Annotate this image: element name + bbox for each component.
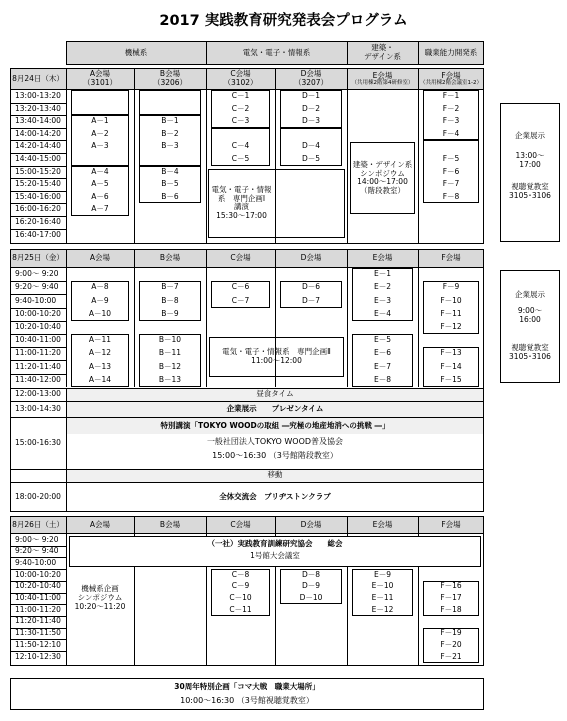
time-row-line <box>10 604 66 605</box>
day2-c-slot: C－6 <box>231 282 250 292</box>
day1-time: 16:40-17:00 <box>15 229 61 239</box>
day2-date: 8月25日（金） <box>12 253 64 263</box>
day2-e-slot: E－4 <box>373 308 391 318</box>
day3-e-slot: E－10 <box>371 581 394 591</box>
day1-time: 14:40-15:00 <box>15 153 61 163</box>
day3-date: 8月26日（土） <box>12 519 64 529</box>
category-3: 建築・ デザイン系 <box>364 43 401 61</box>
day2-b-group <box>139 334 201 387</box>
day1-f-slot: F－8 <box>442 191 460 201</box>
day1-room-f <box>418 68 484 90</box>
time-row-line <box>10 321 66 322</box>
day2-e-slot: E－7 <box>373 361 391 371</box>
day1-expo-box <box>500 103 560 242</box>
day2-e-slot: E－2 <box>373 282 391 292</box>
day1-time: 15:40-16:00 <box>15 191 61 201</box>
room-code: （共用棟2階第4研修室） <box>351 80 414 87</box>
time-row-line <box>10 229 66 230</box>
day3-time: 11:00-11:20 <box>15 604 61 614</box>
day1-room-e <box>347 68 418 90</box>
day2-e-slot: E－8 <box>373 374 391 384</box>
day1-b-group <box>139 166 201 204</box>
day2-f-group <box>423 281 479 334</box>
day2-time: 10:20-10:40 <box>15 322 61 332</box>
day1-room-d <box>275 68 347 90</box>
time-row-line <box>10 308 66 309</box>
room-code: （3207） <box>293 78 329 87</box>
day1-a-slot: A－5 <box>91 179 109 189</box>
day2-time: 9:00～ 9:20 <box>15 269 59 279</box>
day1-f-slot: F－5 <box>442 153 460 163</box>
day2-time: 11:00-11:20 <box>15 348 61 358</box>
day3-f-slot: F－16 <box>440 581 462 591</box>
day1-c-slot: C－1 <box>231 90 250 100</box>
day1-c-group <box>211 90 270 128</box>
day2-e-group <box>352 268 413 321</box>
footer-title: 30周年特別企画「コマ大戦 職業大場所」 <box>174 682 320 692</box>
day1-time: 14:20-14:40 <box>15 141 61 151</box>
day3-d-slot: D－8 <box>301 569 321 579</box>
day1-f-slot: F－3 <box>442 116 460 126</box>
day1-a-group <box>71 90 129 115</box>
day1-time: 14:00-14:20 <box>15 128 61 138</box>
day2-room-d: D会場 <box>300 253 322 263</box>
day3-room-b: B会場 <box>159 519 181 529</box>
day1-f-slot: F－1 <box>442 90 460 100</box>
day1-time: 13:40-14:00 <box>15 116 61 126</box>
day3-e-slot: E－12 <box>371 604 394 614</box>
day2-row-text: 昼食タイム <box>256 389 294 399</box>
day1-d-slot: D－2 <box>301 103 321 113</box>
day3-time: 11:50-12:10 <box>15 639 61 649</box>
day1-c-slot: C－2 <box>231 103 250 113</box>
day1-time: 13:00-13:20 <box>15 90 61 100</box>
day2-b-slot: B－8 <box>161 295 179 305</box>
time-row-line <box>10 569 66 570</box>
day1-d-slot: D－4 <box>301 141 321 151</box>
day2-d-group <box>280 281 342 307</box>
day2-room-c: C会場 <box>230 253 251 263</box>
day2-c-slot: C－7 <box>231 295 250 305</box>
day1-b-group <box>139 90 201 115</box>
day3-f-slot: F－18 <box>440 604 462 614</box>
day2-expo-place: 視聴覚教室 3105･3106 <box>509 343 551 361</box>
day2-row-time: 12:00-13:00 <box>15 389 61 399</box>
day3-e-group <box>352 569 413 616</box>
time-row-line <box>10 153 66 154</box>
day2-f-slot: F－15 <box>440 374 462 384</box>
day2-row-time: 13:00-14:30 <box>15 403 61 413</box>
time-row-line <box>10 115 66 116</box>
day3-time: 10:00-10:20 <box>15 569 61 579</box>
day2-room-b: B会場 <box>159 253 181 263</box>
day1-f-slot: F－7 <box>442 179 460 189</box>
day3-d-slot: D－9 <box>301 581 321 591</box>
time-row-line <box>10 166 66 167</box>
day3-general: （一社）実践教育訓練研究協会 総会 <box>207 539 343 549</box>
day2-time: 9:20～ 9:40 <box>15 282 59 292</box>
day2-time: 10:40-11:00 <box>15 335 61 345</box>
day1-room-a <box>66 68 134 90</box>
day1-time: 15:20-15:40 <box>15 179 61 189</box>
day1-cd-event: 電気・電子・情報 系 専門企画Ⅰ 講演 15:30～17:00 <box>209 170 274 238</box>
day2-f-slot: F－12 <box>440 322 462 332</box>
day1-f-slot: F－2 <box>442 103 460 113</box>
column-divider <box>347 68 348 244</box>
day2-expo-time: 9:00～ 16:00 <box>517 306 543 324</box>
day2-e-group <box>352 334 413 387</box>
day3-c-slot: C－10 <box>229 593 252 603</box>
time-row-line <box>10 374 66 375</box>
day2-row-time: 15:00-16:30 <box>15 437 61 447</box>
day2-e-slot: E－6 <box>373 348 391 358</box>
day2-e-slot: E－3 <box>373 295 391 305</box>
day3-room-e: E会場 <box>372 519 393 529</box>
day3-f-slot: F－21 <box>440 651 462 661</box>
day1-b-group <box>139 115 201 165</box>
time-row-line <box>10 191 66 192</box>
day1-c-slot: C－4 <box>231 141 250 151</box>
time-row-line <box>10 281 66 282</box>
category-1: 機械系 <box>124 47 148 57</box>
day1-c-group <box>211 128 270 166</box>
day3-f-slot: F－17 <box>440 593 462 603</box>
day2-f-slot: F－11 <box>440 308 462 318</box>
day1-expo-place: 視聴覚教室 3105･3106 <box>509 182 551 200</box>
day2-b-slot: B－9 <box>161 308 179 318</box>
day2-row-text: 全体交流会 ブリヂストンクラブ <box>219 491 331 501</box>
day2-expo-title: 企業展示 <box>515 289 545 299</box>
day2-c-group <box>211 281 270 307</box>
day2-a-group <box>71 281 129 321</box>
day1-b-slot: B－2 <box>161 128 179 138</box>
day3-time: 9:20～ 9:40 <box>15 546 59 556</box>
day2-time: 9:40-10:00 <box>15 295 57 305</box>
time-row-line <box>10 581 66 582</box>
day1-d-slot: D－1 <box>301 90 321 100</box>
day3-d-slot: D－10 <box>299 593 323 603</box>
day1-d-slot: D－3 <box>301 116 321 126</box>
day3-time: 10:40-11:00 <box>15 593 61 603</box>
column-divider <box>206 249 207 387</box>
special-lecture-title: 特別講演「TOKYO WOODの取組 ―究極の地産地消への挑戦 ―」 <box>160 420 390 430</box>
day2-row-text: 企業展示 プレゼンタイム <box>226 403 324 413</box>
room-name: B会場 <box>159 69 181 79</box>
day2-a-slot: A－11 <box>88 335 112 345</box>
day1-room-b <box>134 68 206 90</box>
day2-time: 11:20-11:40 <box>15 361 61 371</box>
room-name: A会場 <box>89 69 111 79</box>
day1-d-slot: D－5 <box>301 153 321 163</box>
day1-time: 15:00-15:20 <box>15 166 61 176</box>
time-row-line <box>10 557 66 558</box>
day1-f-group <box>423 90 479 140</box>
day1-a-slot: A－6 <box>91 191 109 201</box>
day3-time: 12:10-12:30 <box>15 651 61 661</box>
day1-time: 16:00-16:20 <box>15 204 61 214</box>
day1-f-slot: F－4 <box>442 128 460 138</box>
day3-c-slot: C－11 <box>229 604 252 614</box>
day2-b-slot: B－10 <box>158 335 182 345</box>
day1-f-group <box>423 140 479 203</box>
time-row-line <box>10 347 66 348</box>
day2-b-group <box>139 281 201 321</box>
day1-f-slot: F－6 <box>442 166 460 176</box>
room-name: C会場 <box>230 69 251 79</box>
day2-row-text: 移動 <box>267 470 283 480</box>
day2-a-slot: A－14 <box>88 374 112 384</box>
day2-a-group <box>71 334 129 387</box>
day2-a-slot: A－9 <box>91 295 109 305</box>
day3-f-group2 <box>423 628 479 663</box>
day1-b-slot: B－3 <box>161 141 179 151</box>
day1-a-slot: A－1 <box>91 116 109 126</box>
day1-b-slot: B－1 <box>161 116 179 126</box>
day3-c-slot: C－8 <box>231 569 250 579</box>
day3-time: 9:40-10:00 <box>15 557 57 567</box>
day2-b-slot: B－12 <box>158 361 182 371</box>
day2-row-time: 18:00-20:00 <box>15 491 61 501</box>
special-lecture-time: 15:00～16:30 （3号館階段教室） <box>212 451 338 461</box>
time-row-line <box>10 140 66 141</box>
room-name: D会場 <box>300 69 322 79</box>
day3-time: 10:20-10:40 <box>15 581 61 591</box>
day2-e-slot: E－1 <box>373 269 391 279</box>
day3-time: 9:00～ 9:20 <box>15 534 59 544</box>
day3-c-slot: C－9 <box>231 581 250 591</box>
day1-expo-time: 13:00～ 17:00 <box>515 151 545 169</box>
day2-time: 10:00-10:20 <box>15 308 61 318</box>
category-4: 職業能力開発系 <box>424 47 478 57</box>
day1-a-group <box>71 115 129 165</box>
day2-room-f: F会場 <box>441 253 461 263</box>
day3-room-f: F会場 <box>441 519 461 529</box>
time-row-line <box>10 334 66 335</box>
day1-a-slot: A－2 <box>91 128 109 138</box>
day1-a-slot: A－4 <box>91 166 109 176</box>
day1-room-c <box>206 68 275 90</box>
day3-d-group <box>280 569 342 604</box>
day2-d-slot: D－7 <box>301 295 321 305</box>
room-name: E会場 <box>372 70 393 80</box>
day3-f-group1 <box>423 581 479 616</box>
day1-d-group <box>280 128 342 166</box>
day2-row-time <box>10 469 66 482</box>
day3-time: 11:20-11:40 <box>15 616 61 626</box>
day1-time: 13:20-13:40 <box>15 103 61 113</box>
day3-c-group <box>211 569 270 616</box>
day1-b-slot: B－5 <box>161 179 179 189</box>
page-title: 2017 実践教育研究発表会プログラム <box>159 13 408 29</box>
day1-date: 8月24日（木） <box>12 73 64 83</box>
time-row-line <box>10 593 66 594</box>
time-row-line <box>10 651 66 652</box>
special-lecture-org: 一般社団法人TOKYO WOOD普及協会 <box>206 437 344 447</box>
day2-b-slot: B－11 <box>158 348 182 358</box>
room-name: F会場 <box>441 70 461 80</box>
day2-a-slot: A－13 <box>88 361 112 371</box>
day2-b-slot: B－13 <box>158 374 182 384</box>
day1-b-slot: B－4 <box>161 166 179 176</box>
day3-sympo: 機械系企画 シンポジウム 10:20～11:20 <box>74 584 126 611</box>
day2-e-slot: E－5 <box>373 335 391 345</box>
day3-room-a: A会場 <box>89 519 111 529</box>
day1-c-slot: C－5 <box>231 153 250 163</box>
day1-a-slot: A－3 <box>91 141 109 151</box>
day3-e-slot: E－11 <box>371 593 394 603</box>
day2-f-slot: F－10 <box>440 295 462 305</box>
day1-b-slot: B－6 <box>161 191 179 201</box>
day3-room-d: D会場 <box>300 519 322 529</box>
footer-time: 10:00～16:30 （3号館視聴覚教室） <box>180 695 314 705</box>
time-row-line <box>10 203 66 204</box>
day1-a-slot: A－7 <box>91 204 109 214</box>
day2-b-slot: B－7 <box>161 282 179 292</box>
room-code: （共用棟2階会議室1-2） <box>420 80 482 87</box>
room-code: （3102） <box>223 78 258 87</box>
day2-a-slot: A－10 <box>88 308 112 318</box>
day2-a-slot: A－8 <box>91 282 109 292</box>
day2-cd-event: 電気・電子・情報系 専門企画Ⅱ 11:00～12:00 <box>222 347 331 365</box>
day2-d-slot: D－6 <box>301 282 321 292</box>
day3-e-slot: E－9 <box>373 569 391 579</box>
column-divider <box>66 68 67 244</box>
time-row-line <box>10 546 66 547</box>
day3-time: 11:30-11:50 <box>15 628 61 638</box>
day1-expo-title: 企業展示 <box>515 130 545 140</box>
day2-room-e: E会場 <box>372 253 393 263</box>
day3-general-place: 1号館大会議室 <box>250 551 300 561</box>
time-row-line <box>10 360 66 361</box>
time-row-line <box>10 616 66 617</box>
time-row-line <box>10 628 66 629</box>
day3-room-c: C会場 <box>230 519 251 529</box>
day1-c-slot: C－3 <box>231 116 250 126</box>
time-row-line <box>10 294 66 295</box>
day1-a-group <box>71 166 129 216</box>
day1-d-group <box>280 90 342 128</box>
room-code: （3101） <box>82 78 118 87</box>
time-row-line <box>10 216 66 217</box>
time-row-line <box>10 639 66 640</box>
day2-room-a: A会場 <box>89 253 111 263</box>
day3-f-slot: F－20 <box>440 639 462 649</box>
day2-time: 11:40-12:00 <box>15 374 61 384</box>
day2-f-slot: F－14 <box>440 361 462 371</box>
category-2: 電気・電子・情報系 <box>242 47 311 57</box>
room-code: （3206） <box>152 78 188 87</box>
day2-a-slot: A－12 <box>88 348 112 358</box>
time-row-line <box>10 178 66 179</box>
time-row-line <box>10 103 66 104</box>
day2-f-group <box>423 347 479 387</box>
day3-f-slot: F－19 <box>440 628 462 638</box>
time-row-line <box>10 128 66 129</box>
column-divider <box>134 68 135 244</box>
day1-e-event: 建築・デザイン系 シンポジウム 14:00～17:00 （階段教室） <box>352 159 413 195</box>
day2-f-slot: F－9 <box>442 282 460 292</box>
day2-f-slot: F－13 <box>440 348 462 358</box>
day1-time: 16:20-16:40 <box>15 216 61 226</box>
